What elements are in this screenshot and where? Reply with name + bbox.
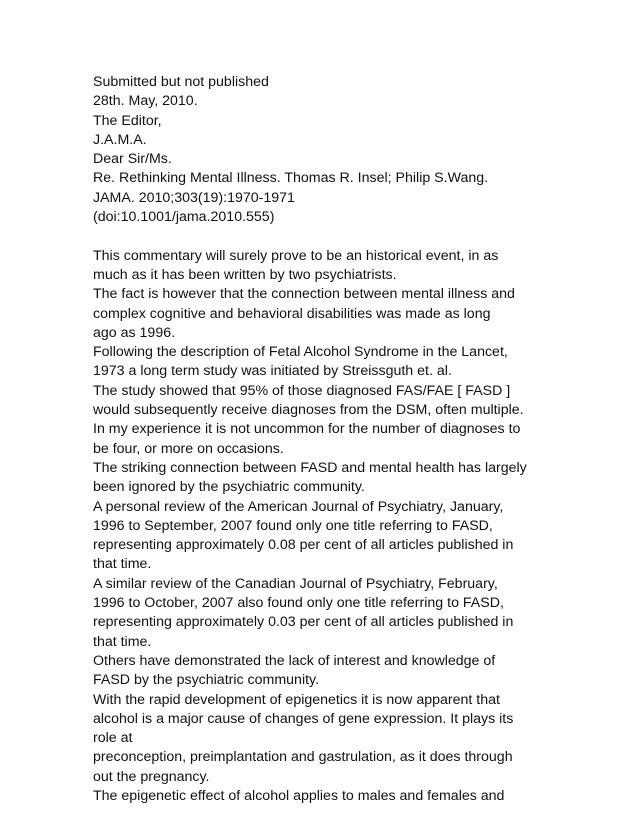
- body-line: 1973 a long term study was initiated by Streissguth et. al.: [93, 363, 452, 380]
- body-line: much as it has been written by two psychiatrists.: [93, 266, 397, 283]
- body-line: complex cognitive and behavioral disabilities was made as long: [93, 305, 491, 322]
- body-line: representing approximately 0.08 per cent of all articles published in: [93, 537, 514, 554]
- body-line: The study showed that 95% of those diagnosed FAS/FAE [ FASD ]: [93, 382, 511, 399]
- body-line: out the pregnancy.: [93, 768, 210, 785]
- letter-date: 28th. May, 2010.: [93, 93, 198, 110]
- body-line: Following the description of Fetal Alcohol Syndrome in the Lancet,: [93, 344, 508, 361]
- body-line: representing approximately 0.03 per cent of all articles published in: [93, 614, 514, 631]
- body-line: The striking connection between FASD and mental health has largely: [93, 459, 527, 476]
- submission-status: Submitted but not published: [93, 74, 269, 90]
- body-line: In my experience it is not uncommon for the number of diagnoses to: [93, 421, 521, 438]
- body-line: A similar review of the Canadian Journal of Psychiatry, February,: [93, 575, 498, 592]
- body-line: that time.: [93, 556, 152, 573]
- letter-body: [93, 247, 563, 807]
- body-line: Others have demonstrated the lack of interest and knowledge of: [93, 652, 496, 669]
- paragraph-gap: [93, 227, 563, 246]
- body-line: ago as 1996.: [93, 324, 176, 341]
- reference-citation: JAMA. 2010;303(19):1970-1971: [93, 189, 295, 206]
- body-line: been ignored by the psychiatric community.: [93, 479, 365, 496]
- body-line: 1996 to October, 2007 also found only one title referring to FASD,: [93, 595, 504, 612]
- reference-title: Re. Rethinking Mental Illness. Thomas R. Insel; Philip S.Wang.: [93, 170, 489, 187]
- body-line: This commentary will surely prove to be an historical event, in as: [93, 247, 499, 264]
- body-line: With the rapid development of epigenetics it is now apparent that: [93, 691, 500, 708]
- recipient-journal: J.A.M.A.: [93, 131, 147, 148]
- body-line: that time.: [93, 633, 152, 650]
- letter-header: [93, 73, 563, 227]
- body-line: FASD by the psychiatric community.: [93, 672, 320, 689]
- body-line: be four, or more on occasions.: [93, 440, 284, 457]
- body-line: role at: [93, 730, 133, 747]
- salutation: Dear Sir/Ms.: [93, 151, 172, 168]
- body-line: A personal review of the American Journal of Psychiatry, January,: [93, 498, 504, 515]
- body-line: preconception, preimplantation and gastrulation, as it does through: [93, 749, 513, 766]
- body-line: would subsequently receive diagnoses from the DSM, often multiple.: [93, 402, 524, 419]
- body-line: alcohol is a major cause of changes of gene expression. It plays its: [93, 710, 514, 727]
- body-line: 1996 to September, 2007 found only one title referring to FASD,: [93, 517, 493, 534]
- letter-text: [93, 73, 563, 806]
- recipient-title: The Editor,: [93, 112, 162, 129]
- reference-doi: (doi:10.1001/jama.2010.555): [93, 209, 275, 226]
- body-line: The fact is however that the connection between mental illness and: [93, 286, 515, 303]
- body-line: The epigenetic effect of alcohol applies to males and females and: [93, 787, 505, 804]
